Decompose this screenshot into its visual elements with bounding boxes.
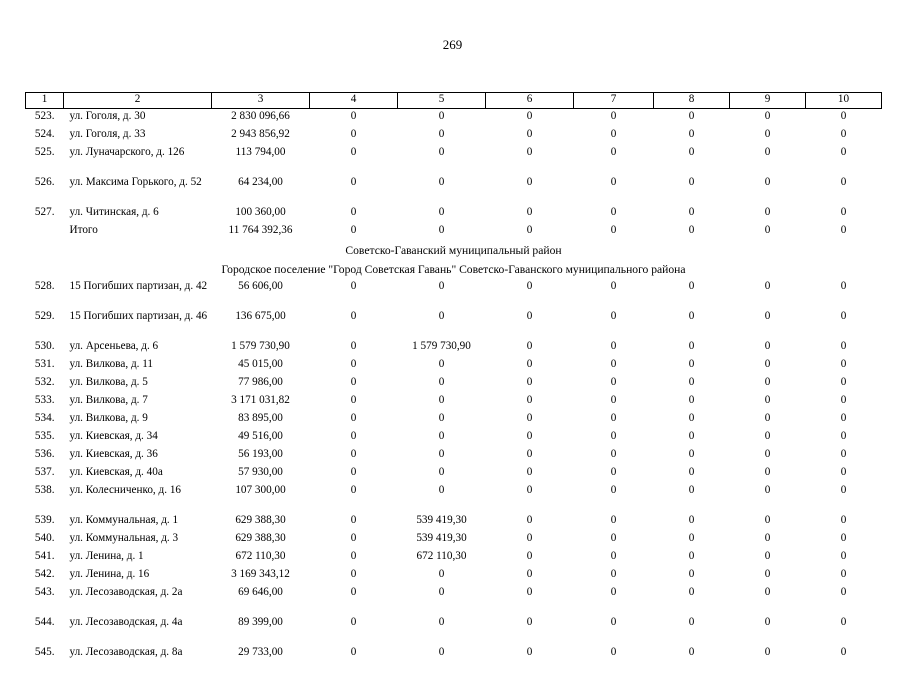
row-number: 540. [34,532,55,544]
address-cell: ул. Коммунальная, д. 3 [69,532,179,544]
value-cell: 0 [840,484,847,496]
value-cell: 0 [840,550,847,562]
row-number: 542. [34,568,55,580]
value-cell: 0 [840,532,847,544]
address-cell: 15 Погибших партизан, д. 46 [69,310,208,322]
value-cell: 0 [526,568,533,580]
value-cell: 0 [526,586,533,598]
value-cell: 0 [688,616,695,628]
value-cell: 0 [764,280,771,292]
value-cell: 0 [764,176,771,188]
value-cell: 0 [764,484,771,496]
value-cell: 672 110,30 [416,550,467,562]
address-cell: Итого [69,224,98,236]
value-cell: 0 [350,376,357,388]
table-row [26,513,882,531]
column-header: 3 [212,93,310,109]
row-number: 524. [34,128,55,140]
address-cell: ул. Гоголя, д. 33 [69,128,146,140]
address-cell: 15 Погибших партизан, д. 42 [69,280,208,292]
column-header: 4 [310,93,398,109]
value-cell: 0 [688,466,695,478]
value-cell: 0 [840,128,847,140]
value-cell: 0 [840,146,847,158]
value-cell: 0 [764,568,771,580]
value-cell: 0 [438,430,445,442]
address-cell: ул. Ленина, д. 1 [69,550,144,562]
table-row [26,375,882,393]
value-cell: 0 [688,484,695,496]
value-cell: 0 [840,646,847,658]
value-cell: 0 [840,176,847,188]
value-cell: 0 [526,532,533,544]
value-cell: 0 [688,514,695,526]
column-header: 6 [486,93,574,109]
value-cell: 0 [688,128,695,140]
value-cell: 0 [526,206,533,218]
value-cell: 0 [610,448,617,460]
value-cell: 0 [840,466,847,478]
address-cell: ул. Ленина, д. 16 [69,568,150,580]
value-cell: 0 [764,412,771,424]
row-number: 538. [34,484,55,496]
address-cell: ул. Киевская, д. 40а [69,466,163,478]
address-register-table [25,92,882,675]
value-cell: 0 [764,358,771,370]
value-cell: 0 [610,280,617,292]
value-cell: 0 [610,586,617,598]
value-cell: 0 [840,310,847,322]
amount-cell: 83 895,00 [238,412,283,424]
value-cell: 0 [764,550,771,562]
value-cell: 0 [688,176,695,188]
column-header: 7 [574,93,654,109]
value-cell: 0 [350,110,357,122]
value-cell: 0 [438,224,445,236]
value-cell: 0 [350,394,357,406]
value-cell: 0 [840,206,847,218]
row-number: 541. [34,550,55,562]
value-cell: 0 [764,532,771,544]
value-cell: 0 [438,358,445,370]
value-cell: 0 [350,484,357,496]
amount-cell: 136 675,00 [235,310,286,322]
value-cell: 0 [438,110,445,122]
value-cell: 0 [526,128,533,140]
row-number: 532. [34,376,55,388]
value-cell: 0 [438,568,445,580]
value-cell: 0 [438,128,445,140]
value-cell: 0 [350,358,357,370]
value-cell: 0 [526,376,533,388]
table-row [26,549,882,567]
address-cell: ул. Вилкова, д. 7 [69,394,148,406]
value-cell: 0 [350,466,357,478]
row-number: 531. [34,358,55,370]
address-cell: ул. Коммунальная, д. 1 [69,514,179,526]
address-cell: ул. Максима Горького, д. 52 [69,176,202,188]
value-cell: 0 [526,310,533,322]
table-row [26,205,882,223]
value-cell: 0 [610,176,617,188]
value-cell: 0 [438,412,445,424]
value-cell: 0 [526,110,533,122]
address-cell: ул. Колесниченко, д. 16 [69,484,182,496]
table-row [26,429,882,447]
address-cell: ул. Киевская, д. 36 [69,448,158,460]
value-cell: 0 [438,616,445,628]
value-cell: 0 [840,514,847,526]
amount-cell: 672 110,30 [235,550,286,562]
column-header: 10 [806,93,882,109]
table-row [26,393,882,411]
value-cell: 0 [350,176,357,188]
value-cell: 0 [764,206,771,218]
district-heading: Советско-Гаванский муниципальный район [345,243,562,257]
table-row [26,585,882,615]
value-cell: 539 419,30 [416,514,467,526]
row-number: 528. [34,280,55,292]
row-number: 544. [34,616,55,628]
amount-cell: 89 399,00 [238,616,283,628]
value-cell: 0 [438,376,445,388]
table-row [26,109,882,128]
value-cell: 0 [438,586,445,598]
value-cell: 0 [438,448,445,460]
amount-cell: 64 234,00 [238,176,283,188]
value-cell: 0 [764,586,771,598]
settlement-heading: Городское поселение "Город Советская Гавань" Советско-Гаванского муниципального района [221,262,686,276]
address-cell: ул. Вилкова, д. 5 [69,376,148,388]
row-number: 537. [34,466,55,478]
value-cell: 0 [840,110,847,122]
value-cell: 0 [526,280,533,292]
value-cell: 0 [526,448,533,460]
row-number: 533. [34,394,55,406]
value-cell: 0 [350,646,357,658]
value-cell: 0 [840,224,847,236]
value-cell: 0 [688,550,695,562]
column-header: 8 [654,93,730,109]
table-row [26,309,882,339]
address-cell: ул. Арсеньева, д. 6 [69,340,159,352]
value-cell: 0 [610,568,617,580]
amount-cell: 69 646,00 [238,586,283,598]
column-header: 5 [398,93,486,109]
value-cell: 0 [840,412,847,424]
address-cell: ул. Вилкова, д. 11 [69,358,154,370]
value-cell: 0 [438,466,445,478]
value-cell: 0 [610,646,617,658]
value-cell: 0 [526,616,533,628]
table-row [26,465,882,483]
amount-cell: 56 193,00 [238,448,283,460]
address-cell: ул. Луначарского, д. 126 [69,146,185,158]
amount-cell: 3 171 031,82 [231,394,290,406]
value-cell: 0 [610,550,617,562]
amount-cell: 1 579 730,90 [231,340,290,352]
table-row [26,531,882,549]
amount-cell: 107 300,00 [235,484,286,496]
table-row [26,615,882,645]
value-cell: 0 [610,484,617,496]
value-cell: 0 [688,280,695,292]
amount-cell: 3 169 343,12 [231,568,290,580]
address-cell: ул. Киевская, д. 34 [69,430,158,442]
amount-cell: 2 830 096,66 [231,110,290,122]
value-cell: 0 [526,176,533,188]
value-cell: 0 [350,146,357,158]
address-cell: ул. Вилкова, д. 9 [69,412,148,424]
value-cell: 0 [610,224,617,236]
headings [26,241,882,279]
value-cell: 0 [764,394,771,406]
table-row [26,645,882,675]
value-cell: 0 [840,586,847,598]
value-cell: 0 [350,412,357,424]
value-cell: 0 [610,358,617,370]
row-number: 523. [34,110,55,122]
value-cell: 0 [610,466,617,478]
amount-cell: 77 986,00 [238,376,283,388]
value-cell: 0 [764,376,771,388]
column-number-header-row [26,93,882,109]
value-cell: 0 [526,146,533,158]
value-cell: 539 419,30 [416,532,467,544]
value-cell: 0 [688,430,695,442]
value-cell: 0 [526,484,533,496]
row-number: 545. [34,646,55,658]
value-cell: 0 [350,206,357,218]
value-cell: 0 [764,466,771,478]
value-cell: 0 [764,310,771,322]
value-cell: 0 [764,110,771,122]
block2-rows [26,279,882,675]
value-cell: 0 [610,616,617,628]
column-header: 2 [64,93,212,109]
row-number: 535. [34,430,55,442]
table-row [26,357,882,375]
address-cell: ул. Лесозаводская, д. 4а [69,616,183,628]
table-row [26,339,882,357]
value-cell: 0 [688,310,695,322]
value-cell: 0 [688,646,695,658]
address-cell: ул. Лесозаводская, д. 2а [69,586,183,598]
value-cell: 0 [526,514,533,526]
table-row [26,175,882,205]
value-cell: 0 [840,340,847,352]
value-cell: 0 [688,224,695,236]
value-cell: 0 [350,128,357,140]
value-cell: 0 [688,394,695,406]
value-cell: 0 [350,514,357,526]
value-cell: 0 [688,586,695,598]
address-cell: ул. Читинская, д. 6 [69,206,159,218]
amount-cell: 2 943 856,92 [231,128,290,140]
value-cell: 0 [350,568,357,580]
value-cell: 0 [526,430,533,442]
amount-cell: 11 764 392,36 [228,224,293,236]
value-cell: 0 [526,646,533,658]
page-number: 269 [442,37,463,52]
value-cell: 0 [350,616,357,628]
value-cell: 0 [764,340,771,352]
value-cell: 0 [438,280,445,292]
address-cell: ул. Лесозаводская, д. 8а [69,646,183,658]
value-cell: 0 [438,206,445,218]
value-cell: 0 [438,176,445,188]
value-cell: 0 [764,146,771,158]
value-cell: 0 [610,394,617,406]
value-cell: 0 [526,466,533,478]
row-number: 530. [34,340,55,352]
total-row [26,223,882,241]
value-cell: 0 [688,146,695,158]
value-cell: 0 [764,430,771,442]
value-cell: 1 579 730,90 [412,340,471,352]
amount-cell: 29 733,00 [238,646,283,658]
value-cell: 0 [610,376,617,388]
value-cell: 0 [438,646,445,658]
row-number: 526. [34,176,55,188]
value-cell: 0 [610,110,617,122]
value-cell: 0 [350,310,357,322]
amount-cell: 49 516,00 [238,430,283,442]
amount-cell: 100 360,00 [235,206,286,218]
value-cell: 0 [764,224,771,236]
value-cell: 0 [840,568,847,580]
value-cell: 0 [526,412,533,424]
value-cell: 0 [764,448,771,460]
value-cell: 0 [840,358,847,370]
row-number: 525. [34,146,55,158]
value-cell: 0 [610,412,617,424]
value-cell: 0 [688,358,695,370]
column-header: 1 [26,93,64,109]
value-cell: 0 [610,430,617,442]
value-cell: 0 [526,224,533,236]
value-cell: 0 [350,532,357,544]
table-row [26,447,882,465]
value-cell: 0 [610,206,617,218]
row-number [26,223,64,241]
value-cell: 0 [610,340,617,352]
value-cell: 0 [438,484,445,496]
value-cell: 0 [350,586,357,598]
value-cell: 0 [840,376,847,388]
value-cell: 0 [610,146,617,158]
value-cell: 0 [840,448,847,460]
value-cell: 0 [350,448,357,460]
amount-cell: 45 015,00 [238,358,283,370]
column-header: 9 [730,93,806,109]
value-cell: 0 [438,146,445,158]
row-number: 529. [34,310,55,322]
value-cell: 0 [610,128,617,140]
row-number: 534. [34,412,55,424]
row-number: 527. [34,206,55,218]
value-cell: 0 [840,616,847,628]
table-row [26,127,882,145]
value-cell: 0 [764,646,771,658]
table-row [26,411,882,429]
amount-cell: 57 930,00 [238,466,283,478]
value-cell: 0 [438,310,445,322]
value-cell: 0 [840,280,847,292]
amount-cell: 629 388,30 [235,532,286,544]
value-cell: 0 [688,340,695,352]
value-cell: 0 [764,128,771,140]
value-cell: 0 [688,110,695,122]
value-cell: 0 [350,224,357,236]
value-cell: 0 [688,448,695,460]
address-cell: ул. Гоголя, д. 30 [69,110,146,122]
value-cell: 0 [526,550,533,562]
value-cell: 0 [688,206,695,218]
value-cell: 0 [610,532,617,544]
table-row [26,145,882,175]
value-cell: 0 [350,280,357,292]
value-cell: 0 [526,358,533,370]
value-cell: 0 [350,550,357,562]
table-row [26,279,882,309]
value-cell: 0 [688,532,695,544]
value-cell: 0 [688,412,695,424]
row-number: 536. [34,448,55,460]
amount-cell: 629 388,30 [235,514,286,526]
value-cell: 0 [688,568,695,580]
value-cell: 0 [350,340,357,352]
value-cell: 0 [610,514,617,526]
value-cell: 0 [688,376,695,388]
value-cell: 0 [764,616,771,628]
value-cell: 0 [840,394,847,406]
value-cell: 0 [764,514,771,526]
value-cell: 0 [610,310,617,322]
table-row [26,483,882,513]
row-number: 543. [34,586,55,598]
value-cell: 0 [526,340,533,352]
block1-rows [26,109,882,242]
amount-cell: 56 606,00 [238,280,283,292]
row-number: 539. [34,514,55,526]
value-cell: 0 [526,394,533,406]
value-cell: 0 [350,430,357,442]
value-cell: 0 [840,430,847,442]
amount-cell: 113 794,00 [235,146,286,158]
value-cell: 0 [438,394,445,406]
table-row [26,567,882,585]
